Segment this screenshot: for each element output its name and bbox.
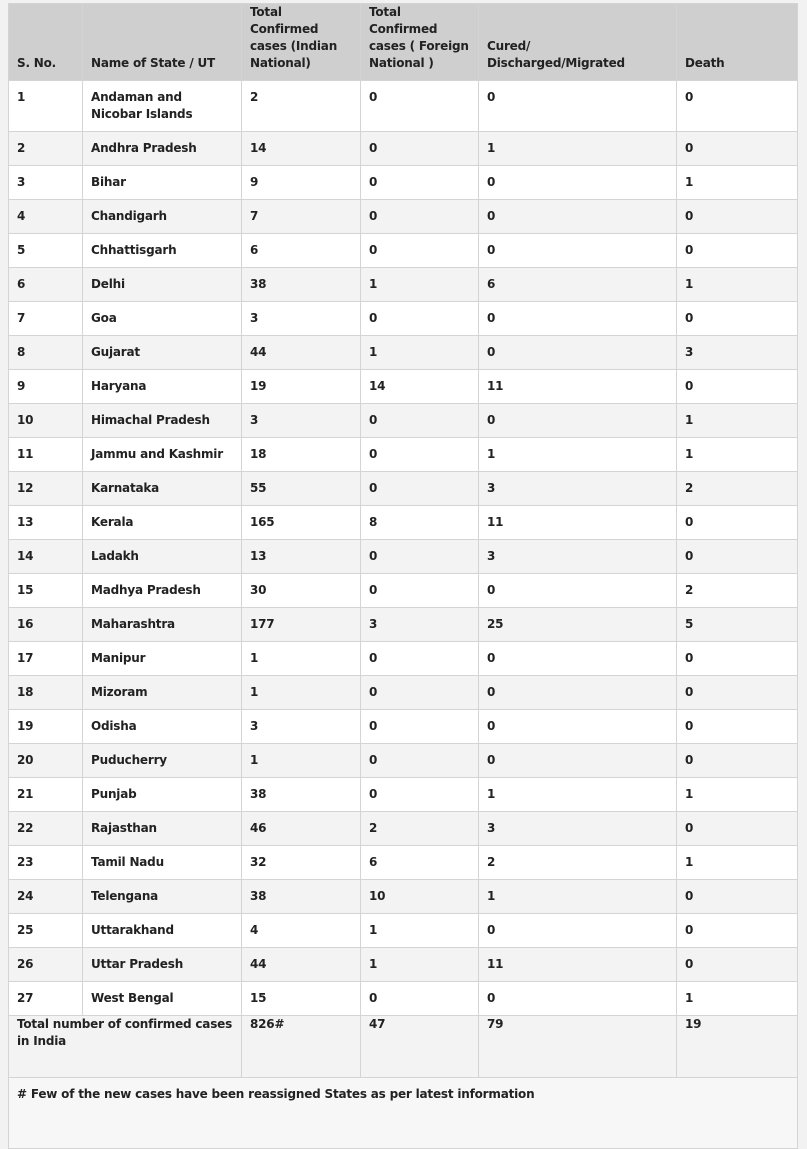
cell-state: Puducherry (83, 744, 242, 778)
cell-state: Uttar Pradesh (83, 948, 242, 982)
table-row (9, 846, 798, 880)
cell-state: Himachal Pradesh (83, 404, 242, 438)
cell-state: Jammu and Kashmir (83, 438, 242, 472)
cell-indian-cases: 3 (242, 710, 361, 744)
table-row (9, 880, 798, 914)
cell-sno: 19 (9, 710, 83, 744)
cell-cured: 25 (479, 608, 677, 642)
total-label: Total number of confirmed cases in India (9, 1016, 242, 1078)
table-row (9, 744, 798, 778)
table-row (9, 166, 798, 200)
cell-cured: 0 (479, 200, 677, 234)
cell-indian-cases: 1 (242, 744, 361, 778)
cell-foreign-cases: 0 (361, 574, 479, 608)
header-cured: Cured/ Discharged/Migrated (479, 4, 677, 81)
cell-sno: 2 (9, 132, 83, 166)
header-indian-cases: Total Confirmed cases (Indian National) (242, 4, 361, 81)
cell-sno: 16 (9, 608, 83, 642)
cell-death: 0 (677, 880, 798, 914)
cell-indian-cases: 4 (242, 914, 361, 948)
cell-sno: 6 (9, 268, 83, 302)
cell-cured: 1 (479, 132, 677, 166)
header-death: Death (677, 4, 798, 81)
covid-cases-table (8, 3, 798, 1149)
cell-cured: 0 (479, 676, 677, 710)
cell-cured: 1 (479, 438, 677, 472)
cell-death: 1 (677, 778, 798, 812)
cell-foreign-cases: 0 (361, 642, 479, 676)
table-row (9, 268, 798, 302)
cell-indian-cases: 1 (242, 642, 361, 676)
table-row (9, 370, 798, 404)
cell-cured: 0 (479, 302, 677, 336)
cell-death: 2 (677, 574, 798, 608)
cell-state: Punjab (83, 778, 242, 812)
cell-cured: 0 (479, 574, 677, 608)
cell-state: Bihar (83, 166, 242, 200)
cell-foreign-cases: 14 (361, 370, 479, 404)
cell-state: Manipur (83, 642, 242, 676)
cell-sno: 4 (9, 200, 83, 234)
cell-foreign-cases: 0 (361, 472, 479, 506)
table-row (9, 200, 798, 234)
table-row (9, 608, 798, 642)
cell-sno: 22 (9, 812, 83, 846)
cell-indian-cases: 13 (242, 540, 361, 574)
cell-indian-cases: 44 (242, 948, 361, 982)
table-row (9, 404, 798, 438)
cell-state: Tamil Nadu (83, 846, 242, 880)
header-row (9, 4, 798, 81)
cell-death: 3 (677, 336, 798, 370)
cell-sno: 10 (9, 404, 83, 438)
table-row (9, 982, 798, 1016)
cell-foreign-cases: 0 (361, 200, 479, 234)
cell-state: Andhra Pradesh (83, 132, 242, 166)
cell-foreign-cases: 0 (361, 234, 479, 268)
footnote: # Few of the new cases have been reassigned States as per latest information (9, 1078, 798, 1149)
cell-foreign-cases: 6 (361, 846, 479, 880)
cell-indian-cases: 3 (242, 404, 361, 438)
cell-death: 0 (677, 744, 798, 778)
total-cured: 79 (479, 1016, 677, 1078)
cell-cured: 2 (479, 846, 677, 880)
cell-cured: 6 (479, 268, 677, 302)
table-row (9, 506, 798, 540)
table-row (9, 710, 798, 744)
cell-state: Gujarat (83, 336, 242, 370)
cell-state: Odisha (83, 710, 242, 744)
cell-indian-cases: 38 (242, 880, 361, 914)
cell-death: 0 (677, 200, 798, 234)
cell-cured: 1 (479, 880, 677, 914)
cell-death: 1 (677, 846, 798, 880)
cell-cured: 0 (479, 642, 677, 676)
cell-sno: 18 (9, 676, 83, 710)
cell-sno: 12 (9, 472, 83, 506)
cell-death: 0 (677, 914, 798, 948)
cell-foreign-cases: 0 (361, 302, 479, 336)
cell-indian-cases: 18 (242, 438, 361, 472)
cell-death: 0 (677, 676, 798, 710)
table-row (9, 438, 798, 472)
cell-sno: 25 (9, 914, 83, 948)
cell-state: Chhattisgarh (83, 234, 242, 268)
cell-sno: 21 (9, 778, 83, 812)
table-row (9, 81, 798, 132)
table-row (9, 472, 798, 506)
cell-cured: 3 (479, 812, 677, 846)
cell-state: Karnataka (83, 472, 242, 506)
cell-cured: 11 (479, 948, 677, 982)
cell-death: 0 (677, 540, 798, 574)
cell-sno: 1 (9, 81, 83, 132)
cell-foreign-cases: 1 (361, 914, 479, 948)
cell-foreign-cases: 0 (361, 438, 479, 472)
cell-indian-cases: 9 (242, 166, 361, 200)
table-row (9, 676, 798, 710)
cell-indian-cases: 1 (242, 676, 361, 710)
cell-foreign-cases: 3 (361, 608, 479, 642)
cell-death: 1 (677, 166, 798, 200)
cell-foreign-cases: 1 (361, 948, 479, 982)
cell-death: 0 (677, 234, 798, 268)
total-foreign: 47 (361, 1016, 479, 1078)
cell-sno: 9 (9, 370, 83, 404)
cell-indian-cases: 3 (242, 302, 361, 336)
cell-foreign-cases: 0 (361, 710, 479, 744)
cell-sno: 7 (9, 302, 83, 336)
cell-cured: 0 (479, 710, 677, 744)
cell-cured: 0 (479, 744, 677, 778)
table-row (9, 948, 798, 982)
cell-indian-cases: 6 (242, 234, 361, 268)
cell-state: Ladakh (83, 540, 242, 574)
table-row (9, 642, 798, 676)
header-foreign-cases: Total Confirmed cases ( Foreign National ) (361, 4, 479, 81)
cell-state: Delhi (83, 268, 242, 302)
header-sno: S. No. (9, 4, 83, 81)
cell-sno: 23 (9, 846, 83, 880)
cell-state: Goa (83, 302, 242, 336)
cell-cured: 3 (479, 472, 677, 506)
cell-indian-cases: 15 (242, 982, 361, 1016)
cell-foreign-cases: 2 (361, 812, 479, 846)
cell-death: 1 (677, 438, 798, 472)
cell-foreign-cases: 0 (361, 404, 479, 438)
cell-state: Madhya Pradesh (83, 574, 242, 608)
table-row (9, 778, 798, 812)
cell-foreign-cases: 0 (361, 132, 479, 166)
cell-death: 0 (677, 506, 798, 540)
cell-cured: 1 (479, 778, 677, 812)
cell-foreign-cases: 0 (361, 81, 479, 132)
table-row (9, 540, 798, 574)
cell-state: Mizoram (83, 676, 242, 710)
cell-foreign-cases: 0 (361, 744, 479, 778)
cell-state: Maharashtra (83, 608, 242, 642)
cell-indian-cases: 30 (242, 574, 361, 608)
cell-death: 5 (677, 608, 798, 642)
cell-state: Telengana (83, 880, 242, 914)
cell-cured: 11 (479, 506, 677, 540)
cell-sno: 5 (9, 234, 83, 268)
cell-foreign-cases: 1 (361, 336, 479, 370)
cell-indian-cases: 14 (242, 132, 361, 166)
cell-foreign-cases: 0 (361, 540, 479, 574)
cell-sno: 15 (9, 574, 83, 608)
cell-cured: 0 (479, 234, 677, 268)
cell-state: Andaman and Nicobar Islands (83, 81, 242, 132)
cell-death: 2 (677, 472, 798, 506)
cell-sno: 8 (9, 336, 83, 370)
header-state: Name of State / UT (83, 4, 242, 81)
cell-state: Chandigarh (83, 200, 242, 234)
cell-foreign-cases: 0 (361, 676, 479, 710)
cell-foreign-cases: 0 (361, 982, 479, 1016)
table-row (9, 574, 798, 608)
total-death: 19 (677, 1016, 798, 1078)
cell-cured: 3 (479, 540, 677, 574)
cell-sno: 14 (9, 540, 83, 574)
cell-foreign-cases: 1 (361, 268, 479, 302)
cell-death: 1 (677, 268, 798, 302)
cell-sno: 3 (9, 166, 83, 200)
cell-indian-cases: 38 (242, 778, 361, 812)
cell-indian-cases: 7 (242, 200, 361, 234)
cell-sno: 17 (9, 642, 83, 676)
table-body (9, 81, 798, 1016)
cell-cured: 0 (479, 982, 677, 1016)
cell-cured: 0 (479, 914, 677, 948)
cell-cured: 0 (479, 81, 677, 132)
cell-foreign-cases: 0 (361, 778, 479, 812)
table-row (9, 812, 798, 846)
cell-indian-cases: 46 (242, 812, 361, 846)
cell-indian-cases: 177 (242, 608, 361, 642)
cell-death: 0 (677, 812, 798, 846)
cell-death: 0 (677, 948, 798, 982)
cell-cured: 0 (479, 336, 677, 370)
table-row (9, 914, 798, 948)
cell-state: Uttarakhand (83, 914, 242, 948)
cell-sno: 11 (9, 438, 83, 472)
cell-death: 0 (677, 132, 798, 166)
cell-death: 0 (677, 370, 798, 404)
cell-state: Rajasthan (83, 812, 242, 846)
total-row (9, 1016, 798, 1078)
cell-state: Kerala (83, 506, 242, 540)
cell-sno: 24 (9, 880, 83, 914)
table-row (9, 234, 798, 268)
cell-foreign-cases: 8 (361, 506, 479, 540)
cell-death: 1 (677, 404, 798, 438)
cell-indian-cases: 19 (242, 370, 361, 404)
cell-death: 0 (677, 642, 798, 676)
cell-indian-cases: 2 (242, 81, 361, 132)
cell-indian-cases: 32 (242, 846, 361, 880)
table-row (9, 302, 798, 336)
cell-cured: 11 (479, 370, 677, 404)
cell-indian-cases: 55 (242, 472, 361, 506)
cell-sno: 20 (9, 744, 83, 778)
cell-cured: 0 (479, 404, 677, 438)
cell-indian-cases: 44 (242, 336, 361, 370)
cell-death: 0 (677, 302, 798, 336)
cell-death: 1 (677, 982, 798, 1016)
total-indian: 826# (242, 1016, 361, 1078)
table-row (9, 336, 798, 370)
cell-death: 0 (677, 710, 798, 744)
cell-sno: 13 (9, 506, 83, 540)
note-row (9, 1078, 798, 1149)
cell-indian-cases: 165 (242, 506, 361, 540)
cell-indian-cases: 38 (242, 268, 361, 302)
cell-sno: 26 (9, 948, 83, 982)
cell-cured: 0 (479, 166, 677, 200)
cell-death: 0 (677, 81, 798, 132)
cell-foreign-cases: 10 (361, 880, 479, 914)
cell-sno: 27 (9, 982, 83, 1016)
cell-state: Haryana (83, 370, 242, 404)
cell-state: West Bengal (83, 982, 242, 1016)
cell-foreign-cases: 0 (361, 166, 479, 200)
table-row (9, 132, 798, 166)
